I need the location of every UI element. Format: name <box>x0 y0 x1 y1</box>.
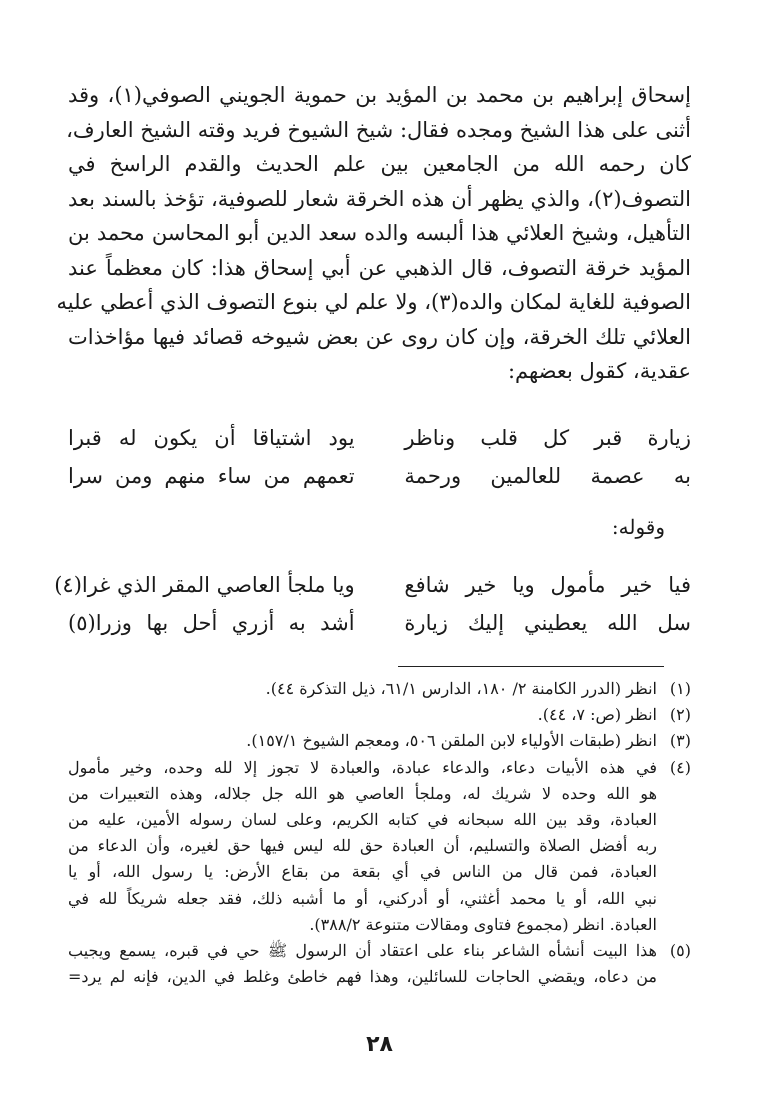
verse-first-hemistich: فيا خير مأمول ويا خير شافع <box>404 573 691 597</box>
verse-gap <box>355 457 405 495</box>
footnote-line: العبادة، فمن قال من الناس في أي بقعة من بقاع الأرض: يا رسول الله، أو يا <box>68 862 657 882</box>
footnote-separator <box>398 666 664 667</box>
footnote-text <box>68 938 657 990</box>
main-text-line: الصوفية للغاية لمكان والده(٣)، ولا علم لي بنوع التصوف الذي أعطي عليه <box>56 290 691 314</box>
verse-second-hemistich: ويا ملجأ العاصي المقر الذي غرا(٤) <box>54 573 355 597</box>
verse-second-hemistich: أشد به أزري أحل بها وزرا(٥) <box>68 611 355 635</box>
verse-gap <box>355 604 405 642</box>
footnote-text <box>68 702 657 728</box>
verse-first-hemistich: سل الله يعطيني إليك زيارة <box>404 611 691 635</box>
footnote-number: (٣) <box>669 731 691 751</box>
main-text <box>56 78 691 389</box>
footnote-line: من دعاه، ويقضي الحاجات للسائلين، وهذا فهم خاطئ وغلط في الدين، فإنه لم يرد= <box>68 967 657 987</box>
main-text-line: عقدية، كقول بعضهم: <box>507 359 691 383</box>
page-number: ٢٨ <box>366 1032 393 1057</box>
main-text-line: التصوف(٢)، والذي يظهر أن هذه الخرقة شعار للصوفية، تؤخذ بالسند بعد <box>68 186 691 211</box>
verse-first-hemistich: به عصمة للعالمين ورحمة <box>404 464 691 488</box>
poem-verse <box>54 566 691 604</box>
footnote-text <box>68 728 657 754</box>
main-text-line: التأهيل، وشيخ العلائي هذا ألبسه والده سعد الدين أبو المحاسن محمد بن <box>68 221 691 245</box>
footnote-text <box>68 676 657 702</box>
poem-second <box>54 566 691 642</box>
main-text-line: كان رحمه الله من الجامعين بين علم الحديث والقدم الراسخ في <box>68 152 691 176</box>
poem-intro: وقوله: <box>611 515 665 539</box>
footnote-line: ربه أفضل الصلاة والتسليم، أن العبادة حق لله ليس فيها حق لغيره، وأن الدعاء من <box>68 836 657 856</box>
verse-second-hemistich: تعمهم من ساء منهم ومن سرا <box>68 464 355 488</box>
footnote-line: في هذه الأبيات دعاء، والدعاء عبادة، والعبادة لا تجوز إلا لله وحده، وخير مأمول <box>68 757 657 777</box>
footnote-number: (٤) <box>669 757 691 777</box>
main-text-line: المؤيد خرقة التصوف، قال الذهبي عن أبي إسحاق هذا: كان معظماً عند <box>68 255 691 280</box>
footnote-line: العبادة. انظر (مجموع فتاوى ومقالات متنوعة ٣٨٨/٢). <box>309 914 657 934</box>
poem-first <box>68 419 691 495</box>
footnote-line: هذا البيت أنشأه الشاعر بناء على اعتقاد أن الرسول ﷺ حي في قبره، يسمع ويجيب <box>68 940 657 960</box>
footnote <box>68 702 691 728</box>
footnote <box>68 728 691 754</box>
footnote-number: (١) <box>669 679 691 698</box>
main-text-line: أثنى على هذا الشيخ ومجده فقال: شيخ الشيوخ فريد وقته الشيخ العارف، <box>66 117 691 142</box>
poem-verse <box>68 457 691 495</box>
footnote-number: (٥) <box>669 940 691 960</box>
footnote-number: (٢) <box>669 705 691 725</box>
footnote <box>68 676 691 702</box>
verse-gap <box>355 419 405 457</box>
footnotes <box>68 676 691 990</box>
main-text-line: إسحاق إبراهيم بن محمد بن المؤيد بن حموية الجويني الصوفي(١)، وقد <box>68 83 691 107</box>
footnote-line: العبادة، وقد بين الله سبحانه في كتابه الكريم، وعلى لسان رسوله الأمين، عليه من <box>68 809 658 829</box>
verse-second-hemistich: يود اشتياقا أن يكون له قبرا <box>68 426 355 450</box>
main-text-line: العلائي تلك الخرقة، وإن كان روى عن بعض شيوخه قصائد فيها مؤاخذات <box>68 324 691 349</box>
verse-first-hemistich: زيارة قبر كل قلب وناظر <box>404 426 691 450</box>
footnote-line: انظر (الدرر الكامنة ٢/ ١٨٠، الدارس ٦١/١، ذيل التذكرة ٤٤). <box>265 679 657 698</box>
footnote-text <box>68 755 657 938</box>
poem-verse <box>68 604 691 642</box>
footnote-line: انظر (ص: ٧، ٤٤). <box>537 705 657 725</box>
footnote-line: هو الله وحده لا شريك له، وملجأ العاصي هو الله جل جلاله، وهذه التعبيرات من <box>68 783 657 803</box>
footnote <box>68 938 691 990</box>
poem-verse <box>68 419 691 457</box>
footnote-line: انظر (طبقات الأولياء لابن الملقن ٥٠٦، ومعجم الشيوخ ١٥٧/١). <box>246 731 657 751</box>
footnote-line: نبي الله، أو يا محمد أغثني، أو أدركني، أو ما أشبه ذلك، فقد جعله شريكاً لله في <box>68 888 657 908</box>
verse-gap <box>355 566 405 604</box>
footnote <box>68 755 691 938</box>
